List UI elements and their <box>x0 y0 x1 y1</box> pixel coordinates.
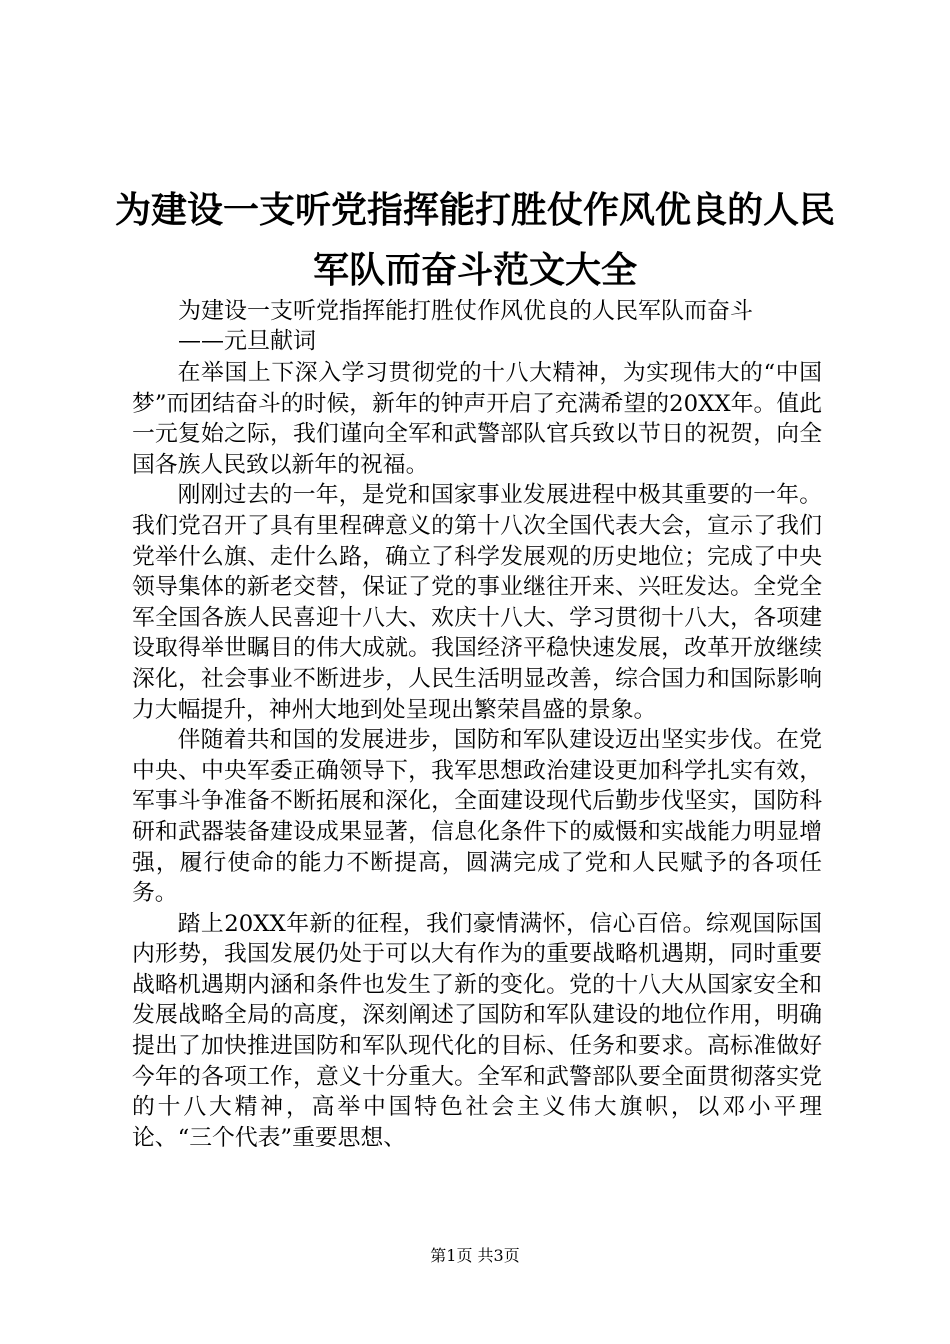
paragraph-1: 在举国上下深入学习贯彻党的十八大精神，为实现伟大的“中国梦”而团结奋斗的时候，新年的钟声开启了充满希望的20XX年。值此一元复始之际，我们谨向全军和武警部队官兵致以节日的祝贺，向全国各族人民致以新年的祝福。 <box>132 360 822 478</box>
paragraph-3: 伴随着共和国的发展进步，国防和军队建设迈出坚实步伐。在党中央、中央军委正确领导下，我军思想政治建设更加科学扎实有效，军事斗争准备不断拓展和深化，全面建设现代后勤步伐坚实，国防科研和武器装备建设成果显著，信息化条件下的威慑和实战能力明显增强，履行使命的能力不断提高，圆满完成了党和人民赋予的各项任务。 <box>132 727 822 907</box>
page-number-footer: 第1页 共3页 <box>430 1246 520 1265</box>
paragraph-4: 踏上20XX年新的征程，我们豪情满怀，信心百倍。综观国际国内形势，我国发展仍处于可以大有作为的重要战略机遇期，同时重要战略机遇期内涵和条件也发生了新的变化。党的十八大从国家安全和发展战略全局的高度，深刻阐述了国防和军队建设的地位作用，明确提出了加快推进国防和军队现代化的目标、任务和要求。高标准做好今年的各项工作，意义十分重大。全军和武警部队要全面贯彻落实党的十八大精神，高举中国特色社会主义伟大旗帜，以邓小平理论、“三个代表”重要思想、 <box>132 910 822 1151</box>
subtitle-line-2: ——元旦献词 <box>178 328 316 354</box>
subtitle-line-1: 为建设一支听党指挥能打胜仗作风优良的人民军队而奋斗 <box>178 298 753 324</box>
paragraph-2: 刚刚过去的一年，是党和国家事业发展进程中极其重要的一年。我们党召开了具有里程碑意义的第十八次全国代表大会，宣示了我们党举什么旗、走什么路，确立了科学发展观的历史地位；完成了中央领导集体的新老交替，保证了党的事业继往开来、兴旺发达。全党全军全国各族人民喜迎十八大、欢庆十八大、学习贯彻十八大，各项建设取得举世瞩目的伟大成就。我国经济平稳快速发展，改革开放继续深化，社会事业不断进步，人民生活明显改善，综合国力和国际影响力大幅提升，神州大地到处呈现出繁荣昌盛的景象。 <box>132 482 822 723</box>
document-body <box>132 358 822 1153</box>
document-title-line-2: 军队而奋斗范文大全 <box>312 249 637 291</box>
document-title-line-1: 为建设一支听党指挥能打胜仗作风优良的人民 <box>114 189 835 231</box>
